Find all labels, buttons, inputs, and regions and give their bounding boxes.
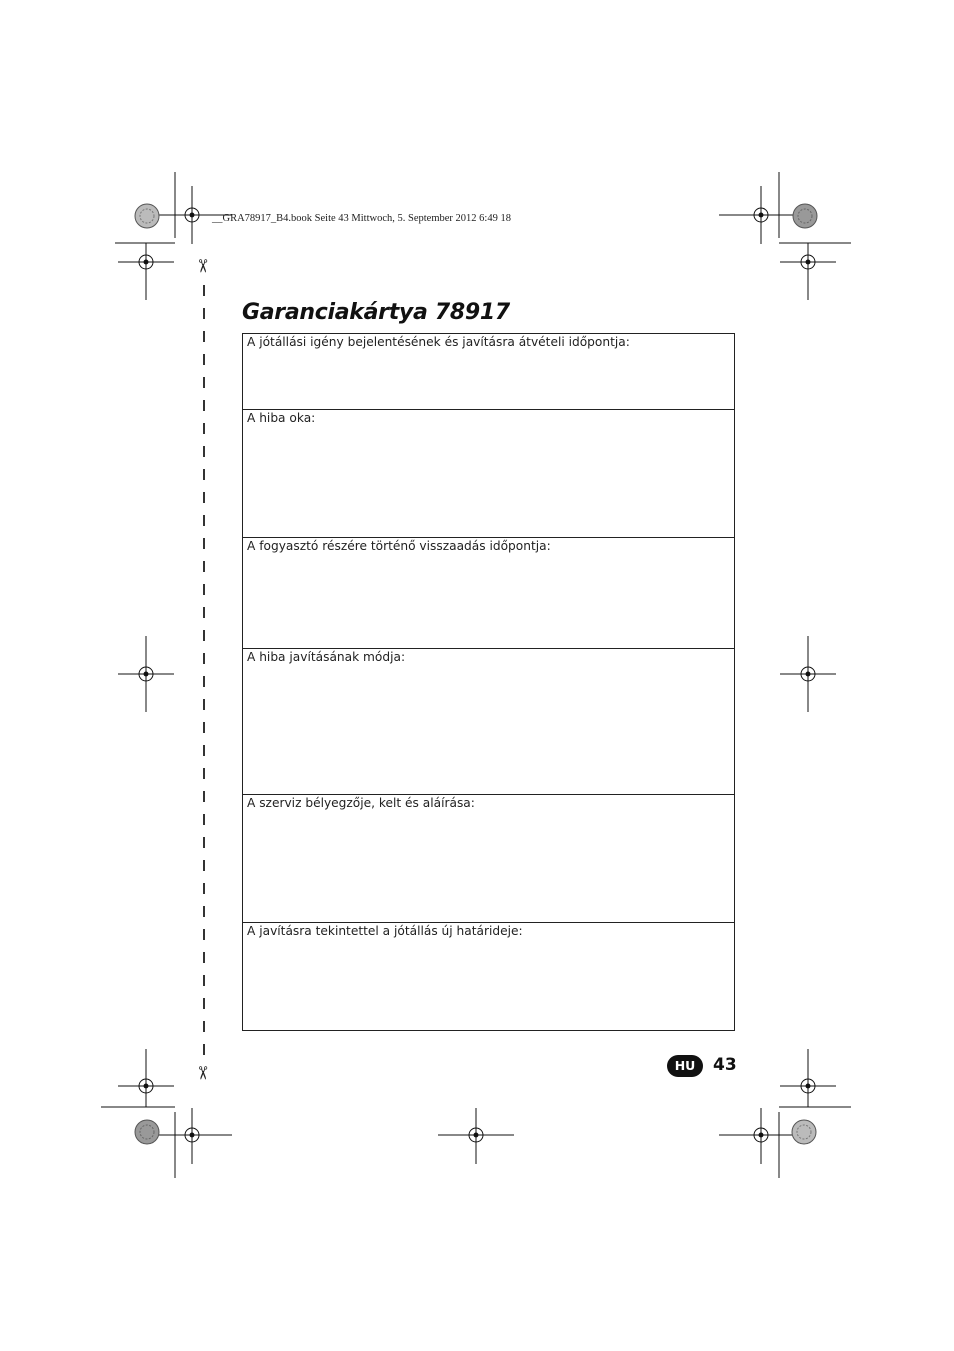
form-row-claim-date	[243, 334, 734, 410]
form-row-repair-method	[243, 649, 734, 795]
page-number: 43	[713, 1055, 737, 1075]
registration-mark-top-left	[115, 172, 235, 302]
cut-line	[203, 285, 205, 1057]
warranty-form	[242, 333, 735, 1031]
form-row-return-date	[243, 538, 734, 649]
registration-mark-bottom-center	[436, 1108, 518, 1168]
form-row-label: A hiba oka:	[247, 411, 316, 425]
page-title: Garanciakártya 78917	[242, 300, 510, 325]
form-row-fault-cause	[243, 410, 734, 538]
registration-mark-middle-right	[778, 635, 840, 715]
print-header: __GRA78917_B4.book Seite 43 Mittwoch, 5. September 2012 6:49 18	[212, 213, 511, 224]
form-row-label: A javításra tekintettel a jótállás új határideje:	[247, 924, 523, 938]
form-row-label: A szerviz bélyegzője, kelt és aláírása:	[247, 796, 475, 810]
form-row-new-warranty-deadline	[243, 923, 734, 1030]
scissors-icon: ✂	[191, 258, 213, 274]
registration-mark-top-right	[715, 172, 855, 302]
form-row-service-stamp	[243, 795, 734, 923]
form-row-label: A jótállási igény bejelentésének és javításra átvételi időpontja:	[247, 335, 630, 349]
registration-mark-middle-left	[115, 635, 175, 715]
registration-mark-bottom-left	[100, 1048, 240, 1180]
scissors-icon: ✂	[191, 1065, 213, 1081]
language-badge: HU	[667, 1055, 703, 1077]
form-row-label: A hiba javításának módja:	[247, 650, 406, 664]
form-row-label: A fogyasztó részére történő visszaadás időpontja:	[247, 539, 551, 553]
